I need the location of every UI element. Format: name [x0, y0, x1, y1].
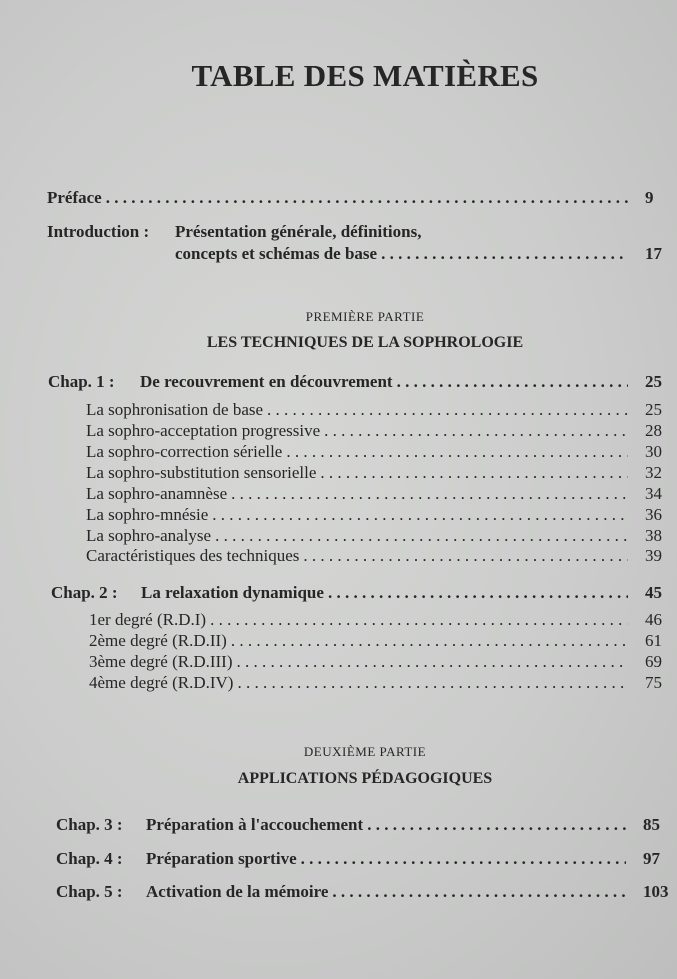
- toc-item: [86, 505, 662, 525]
- entry-label: concepts et schémas de base: [175, 244, 378, 263]
- chapter-title: Activation de la mémoire: [146, 882, 329, 901]
- item-label: La sophronisation de base: [86, 400, 264, 419]
- part-title: APPLICATIONS PÉDAGOGIQUES: [237, 770, 493, 787]
- page-number: 45: [645, 583, 662, 602]
- item-label: La sophro-analyse: [86, 526, 212, 545]
- dot-leader: [381, 244, 628, 264]
- chapter-number: Chap. 1 :: [48, 372, 115, 391]
- toc-item: [89, 652, 662, 672]
- part-title: LES TECHNIQUES DE LA SOPHROLOGIE: [206, 334, 524, 351]
- toc-entry-preface: [47, 188, 654, 208]
- dot-leader: [320, 463, 628, 483]
- chapter-number: Chap. 2 :: [51, 583, 118, 602]
- dot-leader: [301, 849, 626, 869]
- item-label: La sophro-mnésie: [86, 505, 209, 524]
- dot-leader: [106, 188, 628, 208]
- page-number: 39: [645, 546, 662, 565]
- dot-leader: [332, 882, 626, 902]
- dot-leader: [210, 610, 628, 630]
- page-number: 61: [645, 631, 662, 650]
- entry-label: Présentation générale, définitions,: [175, 222, 422, 241]
- dot-leader: [397, 372, 628, 392]
- dot-leader: [231, 484, 628, 504]
- toc-item: [86, 463, 662, 483]
- dot-leader: [324, 421, 628, 441]
- dot-leader: [231, 631, 628, 651]
- dot-leader: [267, 400, 628, 420]
- chapter-number: Chap. 5 :: [56, 882, 123, 901]
- dot-leader: [215, 526, 628, 546]
- dot-leader: [212, 505, 628, 525]
- item-label: 1er degré (R.D.I): [89, 610, 207, 629]
- toc-chapter-1: [48, 372, 662, 392]
- dot-leader: [303, 546, 628, 566]
- page-number: 9: [645, 188, 654, 207]
- page-number: 103: [643, 882, 669, 901]
- page-number: 69: [645, 652, 662, 671]
- page-number: 17: [645, 244, 662, 263]
- item-label: La sophro-anamnèse: [86, 484, 228, 503]
- toc-chapter-2: [51, 583, 662, 603]
- dot-leader: [286, 442, 628, 462]
- page-number: 97: [643, 849, 660, 868]
- toc-item: [89, 673, 662, 693]
- page-number: 25: [645, 372, 662, 391]
- toc-item: [86, 442, 662, 462]
- chapter-title: Préparation sportive: [146, 849, 297, 868]
- toc-chapter-4: [56, 849, 660, 869]
- item-label: 3ème degré (R.D.III): [89, 652, 233, 671]
- toc-entry-introduction-line2: [175, 244, 662, 264]
- dot-leader: [328, 583, 628, 603]
- page-number: 46: [645, 610, 662, 629]
- page-number: 30: [645, 442, 662, 461]
- page-number: 36: [645, 505, 662, 524]
- item-label: Caractéristiques des techniques: [86, 546, 300, 565]
- page-title: TABLE DES MATIÈRES: [191, 58, 539, 93]
- chapter-title: La relaxation dynamique: [141, 583, 324, 602]
- item-label: La sophro-substitution sensorielle: [86, 463, 317, 482]
- dot-leader: [237, 652, 629, 672]
- toc-item: [86, 546, 662, 566]
- item-label: 2ème degré (R.D.II): [89, 631, 227, 650]
- toc-chapter-3: [56, 815, 660, 835]
- chapter-number: Chap. 3 :: [56, 815, 123, 834]
- toc-entry-introduction-line1: [47, 222, 421, 242]
- dot-leader: [237, 673, 628, 693]
- page-number: 38: [645, 526, 662, 545]
- chapter-title: Préparation à l'accouchement: [146, 815, 364, 834]
- item-label: 4ème degré (R.D.IV): [89, 673, 234, 692]
- entry-label: Préface: [47, 188, 102, 207]
- toc-item: [89, 631, 662, 651]
- toc-item: [86, 400, 662, 420]
- page-number: 32: [645, 463, 662, 482]
- toc-item: [89, 610, 662, 630]
- toc-item: [86, 421, 662, 441]
- item-label: La sophro-correction sérielle: [86, 442, 283, 461]
- item-label: La sophro-acceptation progressive: [86, 421, 321, 440]
- chapter-number: Chap. 4 :: [56, 849, 123, 868]
- page-number: 85: [643, 815, 660, 834]
- page-number: 28: [645, 421, 662, 440]
- toc-chapter-5: [56, 882, 669, 902]
- page-number: 34: [645, 484, 662, 503]
- entry-prefix: Introduction :: [47, 222, 150, 241]
- toc-item: [86, 526, 662, 546]
- part-label: PREMIÈRE PARTIE: [305, 309, 425, 324]
- toc-item: [86, 484, 662, 504]
- part-label: DEUXIÈME PARTIE: [303, 744, 427, 759]
- page-number: 75: [645, 673, 662, 692]
- chapter-title: De recouvrement en découvrement: [140, 372, 393, 391]
- page-number: 25: [645, 400, 662, 419]
- dot-leader: [367, 815, 626, 835]
